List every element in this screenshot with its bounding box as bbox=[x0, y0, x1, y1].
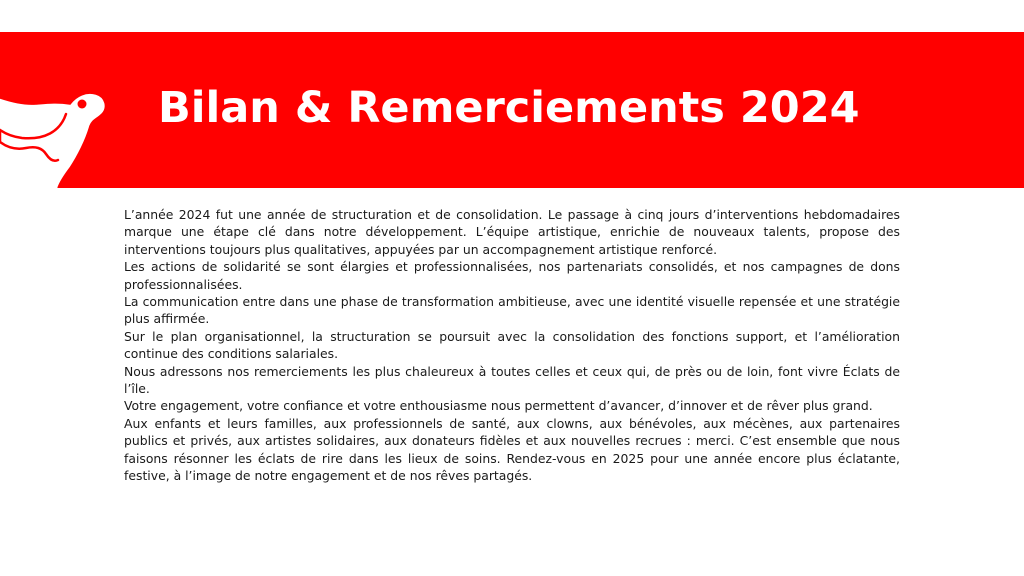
body-text bbox=[124, 206, 900, 485]
mascot-silhouette-icon bbox=[0, 92, 110, 188]
paragraph: Sur le plan organisationnel, la structuration se poursuit avec la consolidation des fonctions support, et l’amélioration continue des conditions salariales. bbox=[124, 328, 900, 362]
paragraph: Aux enfants et leurs familles, aux professionnels de santé, aux clowns, aux bénévoles, aux mécènes, aux partenaires publics et privés, aux artistes solidaires, aux donateurs fidèles et aux nouvelles recrues : merci. C’est ensemble que nous faisons résonner les éclats de rire dans les lieux de soins. Rendez-vous en 2025 pour une année encore plus éclatante, festive, à l’image de notre engagement et de nos rêves partagés. bbox=[124, 415, 900, 484]
paragraph: L’année 2024 fut une année de structuration et de consolidation. Le passage à cinq jours d’interventions hebdomadaires marque une étape clé dans notre développement. L’équipe artistique, enrichie de nouveaux talents, propose des interventions toujours plus qualitatives, appuyées par un accompagnement artistique renforcé. bbox=[124, 207, 900, 257]
paragraph: Nous adressons nos remerciements les plus chaleureux à toutes celles et ceux qui, de près ou de loin, font vivre Éclats de l’île. bbox=[124, 363, 900, 397]
slide-title: Bilan & Remerciements 2024 bbox=[158, 83, 860, 133]
paragraph: Les actions de solidarité se sont élargies et professionnalisées, nos partenariats consolidés, et nos campagnes de dons professionnalisées. bbox=[124, 259, 900, 292]
paragraph: Votre engagement, votre confiance et votre enthousiasme nous permettent d’avancer, d’innover et de rêver plus grand. bbox=[124, 398, 873, 414]
paragraph: La communication entre dans une phase de transformation ambitieuse, avec une identité visuelle repensée et une stratégie plus affirmée. bbox=[124, 294, 900, 327]
